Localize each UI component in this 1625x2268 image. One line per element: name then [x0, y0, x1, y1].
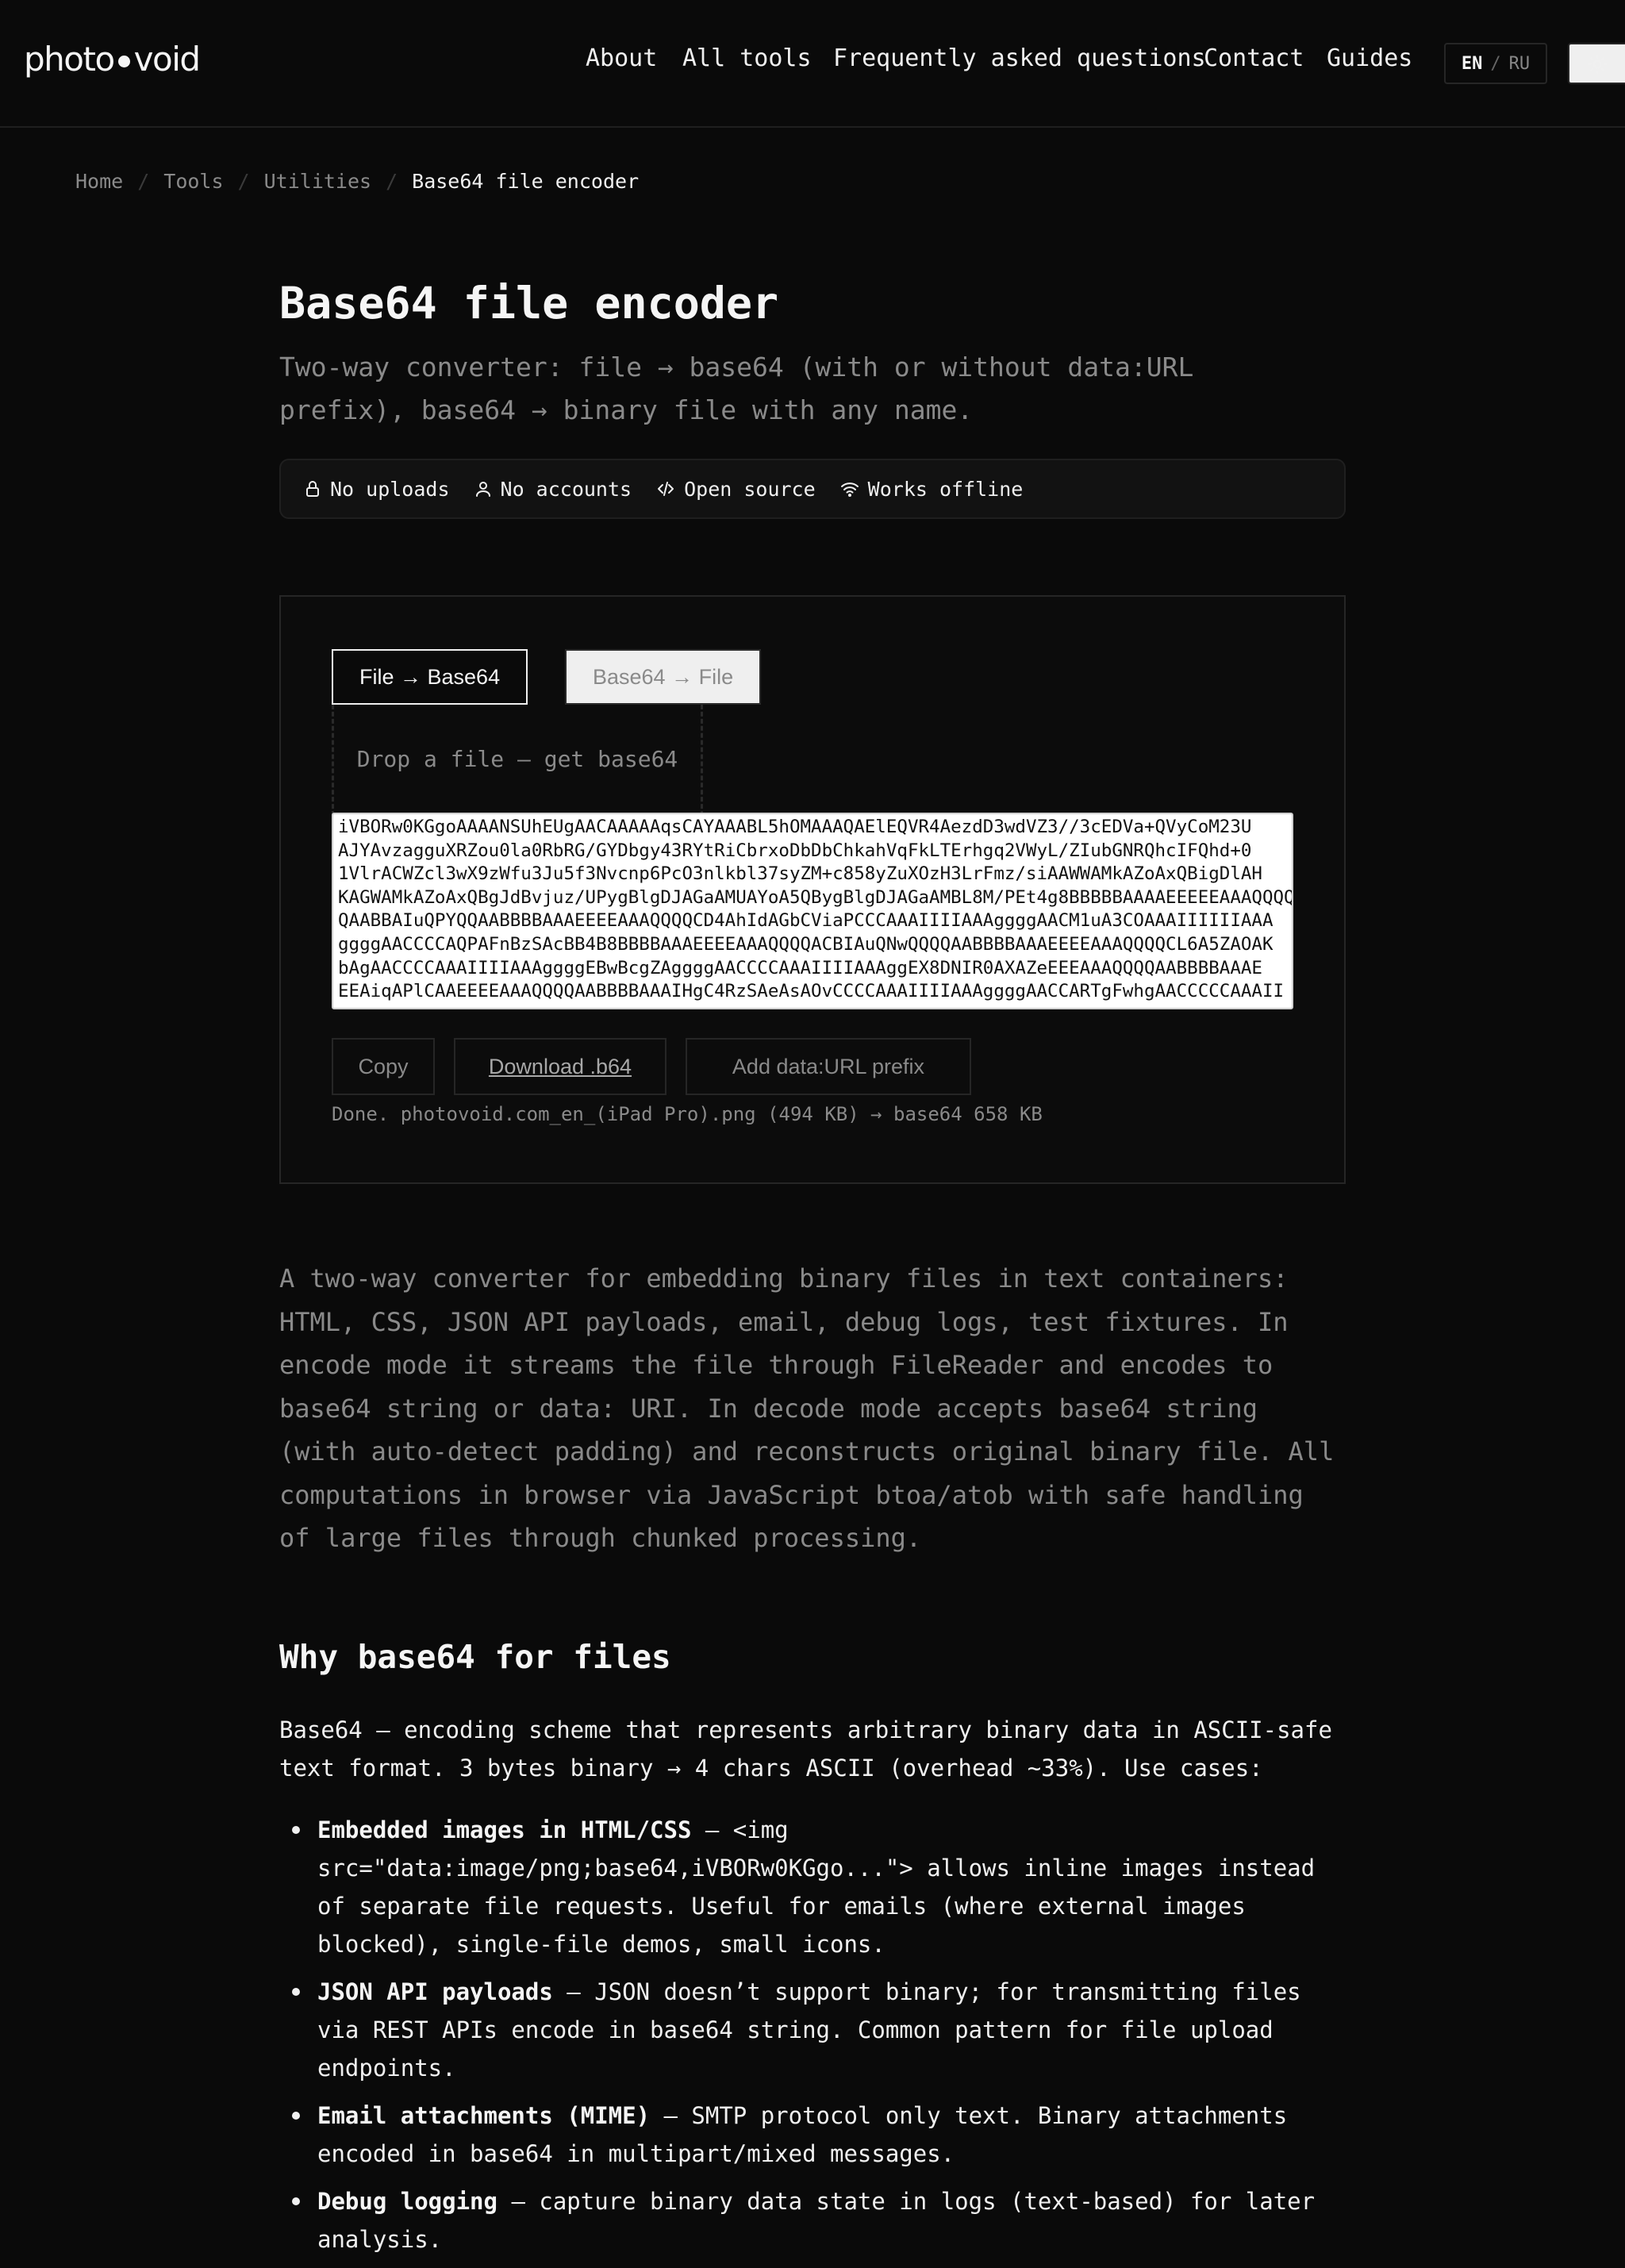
base64-output[interactable]: [332, 813, 1293, 1009]
nav-contact[interactable]: Contact: [1204, 44, 1304, 72]
nav-all-tools[interactable]: All tools: [682, 44, 812, 72]
list-item: [279, 2097, 1343, 2173]
list-item: [279, 2182, 1343, 2258]
breadcrumb-separator: /: [237, 170, 250, 193]
theme-toggle-button[interactable]: [1568, 43, 1625, 84]
breadcrumb-separator: /: [386, 170, 398, 193]
breadcrumb-utilities[interactable]: Utilities: [263, 170, 372, 193]
tab-file-to-base64[interactable]: File → Base64: [332, 649, 528, 705]
site-header: [0, 0, 1625, 128]
page-subtitle: Two-way converter: file → base64 (with or without data:URL prefix), base64 → binary file with any name.: [279, 352, 1194, 425]
section-title: Why base64 for files: [279, 1638, 671, 1676]
nav-guides[interactable]: Guides: [1327, 44, 1413, 72]
list-item: [279, 1973, 1343, 2087]
tool-card: [279, 595, 1346, 1184]
feature-label: Open source: [684, 477, 816, 501]
list-item-text: — <img src="data:image/png;base64,iVBORw0KGgo..."> allows inline images instead of separate file requests. Useful for emails (where external images blocked), single-file demos, small icons.: [317, 1816, 1316, 1958]
lock-icon: [303, 479, 322, 498]
tab-base64-to-file[interactable]: Base64 → File: [565, 649, 761, 705]
list-item-term: JSON API payloads: [317, 1978, 553, 2005]
feature-label: No uploads: [330, 477, 450, 501]
list-item-text: — SMTP protocol only text. Binary attachments encoded in base64 in multipart/mixed messages.: [317, 2102, 1288, 2167]
status-text: Done. photovoid.com_en_(iPad Pro).png (494 KB) → base64 658 KB: [332, 1103, 1043, 1125]
add-prefix-button[interactable]: Add data:URL prefix: [686, 1038, 971, 1095]
feature-no-accounts: [474, 478, 632, 501]
list-item-text: — JSON doesn’t support binary; for transmitting files via REST APIs encode in base64 string. Common pattern for file upload endpoints.: [317, 1978, 1301, 2082]
copy-button[interactable]: Copy: [332, 1038, 435, 1095]
feature-label: No accounts: [500, 477, 632, 501]
breadcrumb-home[interactable]: Home: [75, 170, 124, 193]
user-icon: [474, 479, 493, 498]
code-icon: [655, 479, 676, 498]
logo-text-left: photo: [24, 40, 114, 79]
use-cases-list: [279, 1811, 1343, 2268]
list-item-term: Email attachments (MIME): [317, 2102, 651, 2129]
features-bar: [279, 459, 1346, 519]
list-item: [279, 1811, 1343, 1963]
nav-faq[interactable]: Frequently asked questions: [833, 44, 1206, 72]
download-button[interactable]: Download .b64: [454, 1038, 667, 1095]
logo-text-right: void: [133, 40, 200, 79]
lang-en[interactable]: EN: [1461, 53, 1483, 74]
language-switcher[interactable]: [1444, 43, 1547, 84]
lang-ru[interactable]: RU: [1508, 53, 1531, 74]
feature-label: Works offline: [867, 477, 1024, 501]
section-intro: Base64 — encoding scheme that represents arbitrary binary data in ASCII-safe text format. 3 bytes binary → 4 chars ASCII (overhead ~33%). Use cases:: [279, 1716, 1332, 1782]
breadcrumb-tools[interactable]: Tools: [163, 170, 224, 193]
logo[interactable]: [24, 40, 200, 79]
nav-about[interactable]: About: [586, 44, 658, 72]
file-dropzone[interactable]: Drop a file — get base64: [332, 705, 703, 816]
wifi-icon: [839, 479, 860, 498]
breadcrumb-separator: /: [137, 170, 150, 193]
feature-open-source: [655, 478, 816, 501]
feature-works-offline: [839, 478, 1024, 501]
list-item-term: Embedded images in HTML/CSS: [317, 1816, 692, 1843]
lang-separator: /: [1490, 53, 1501, 74]
sun-icon: [1587, 54, 1608, 75]
breadcrumb-current: Base64 file encoder: [412, 170, 640, 193]
logo-dot: [118, 56, 130, 67]
breadcrumb: [75, 170, 639, 193]
list-item-term: Debug logging: [317, 2188, 497, 2215]
feature-no-uploads: [303, 478, 450, 501]
tool-description: A two-way converter for embedding binary files in text containers: HTML, CSS, JSON API payloads, email, debug logs, test fixtures. In encode mode it streams the file through FileReader and encodes to base64 string or data: URI. In decode mode accepts base64 string (with auto-detect padding) and reconstructs original binary file. All computations in browser via JavaScript btoa/atob with safe handling of large files through chunked processing.: [279, 1263, 1335, 1553]
page-title: Base64 file encoder: [279, 278, 779, 329]
list-item-text: — capture binary data state in logs (text-based) for later analysis.: [317, 2188, 1316, 2253]
